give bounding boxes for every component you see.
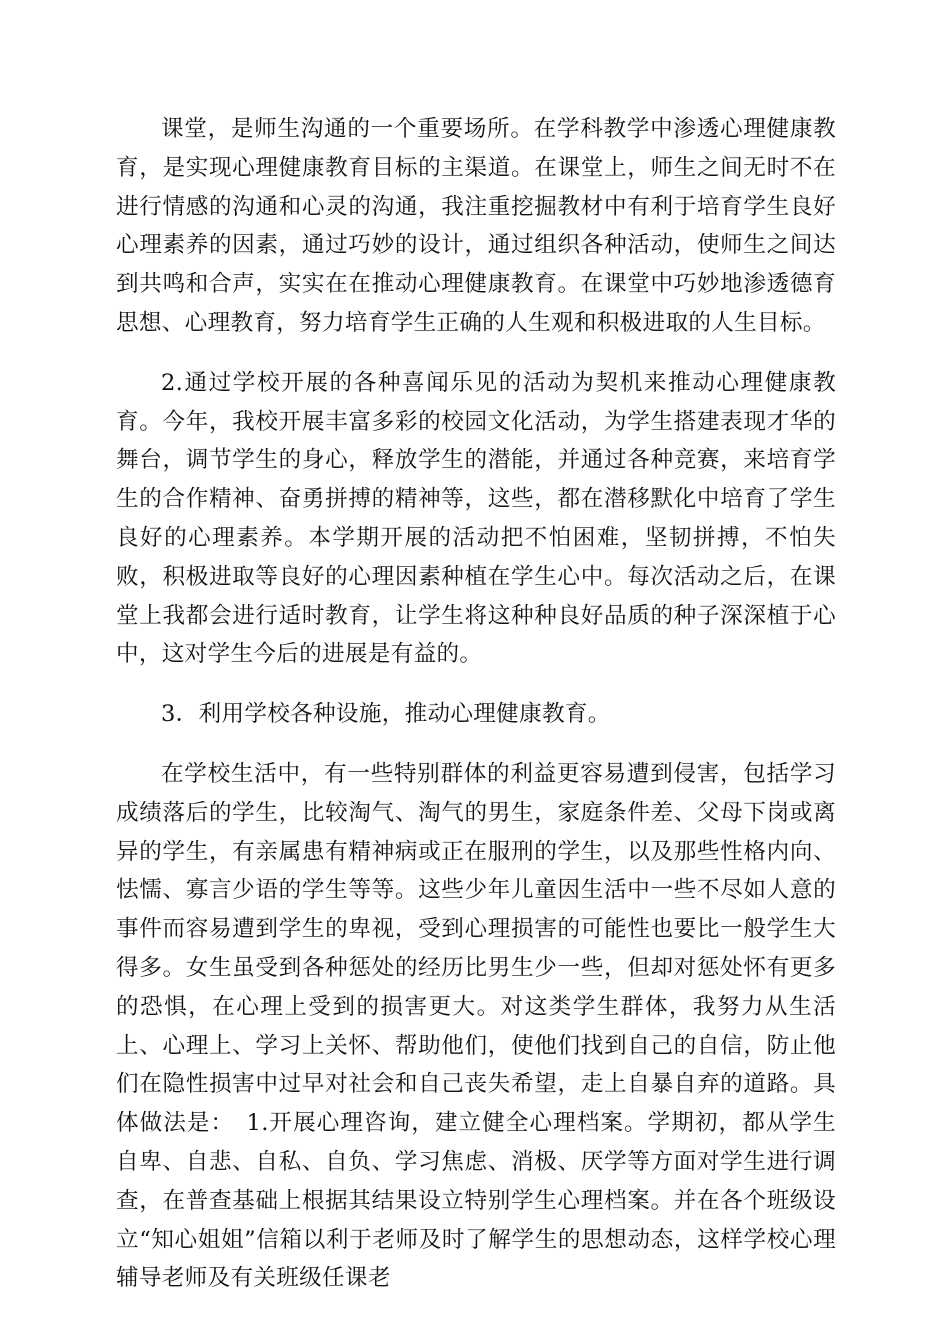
paragraph-gap [116,734,836,755]
paragraph-activities: 2.通过学校开展的各种喜闻乐见的活动为契机来推动心理健康教育。今年，我校开展丰富多彩的校园文化活动，为学生搭建表现才华的舞台，调节学生的身心，释放学生的潜能，并通过各种竞赛，来培育学生的合作精神、奋勇拼搏的精神等，这些，都在潜移默化中培育了学生良好的心理素养。本学期开展的活动把不怕困难，坚韧拼搏，不怕失败，积极进取等良好的心理因素种植在学生心中。每次活动之后，在课堂上我都会进行适时教育，让学生将这种种良好品质的种子深深植于心中，这对学生今后的进展是有益的。 [116,369,836,668]
document-page [116,110,836,1298]
paragraph-facilities-heading: 3．利用学校各种设施，推动心理健康教育。 [161,701,611,728]
paragraph-classroom: 课堂，是师生沟通的一个重要场所。在学科教学中渗透心理健康教育，是实现心理健康教育目标的主渠道。在课堂上，师生之间无时不在进行情感的沟通和心灵的沟通，我注重挖掘教材中有利于培育学生良好心理素养的因素，通过巧妙的设计，通过组织各种活动，使师生之间达到共鸣和合声，实实在在推动心理健康教育。在课堂中巧妙地渗透德育思想、心理教育，努力培育学生正确的人生观和积极进取的人生目标。 [116,116,836,336]
paragraph-gap [116,343,836,364]
paragraph-special-groups: 在学校生活中，有一些特别群体的利益更容易遭到侵害，包括学习成绩落后的学生，比较淘气、淘气的男生，家庭条件差、父母下岗或离异的学生，有亲属患有精神病或正在服刑的学生，以及那些性格内向、怯懦、寡言少语的学生等等。这些少年儿童因生活中一些不尽如人意的事件而容易遭到学生的卑视，受到心理损害的可能性也要比一般学生大得多。女生虽受到各种惩处的经历比男生少一些，但却对惩处怀有更多的恐惧，在心理上受到的损害更大。对这类学生群体，我努力从生活上、心理上、学习上关怀、帮助他们，使他们找到自己的自信，防止他们在隐性损害中过早对社会和自己丧失希望，走上自暴自弃的道路。具体做法是： 1.开展心理咨询，建立健全心理档案。学期初，都从学生自卑、自悲、自私、自负、学习焦虑、消极、厌学等方面对学生进行调查，在普查基础上根据其结果设立特别学生心理档案。并在各个班级设立“知心姐姐”信箱以利于老师及时了解学生的思想动态，这样学校心理辅导老师及有关班级任课老 [116,760,836,1292]
paragraph-gap [116,674,836,695]
